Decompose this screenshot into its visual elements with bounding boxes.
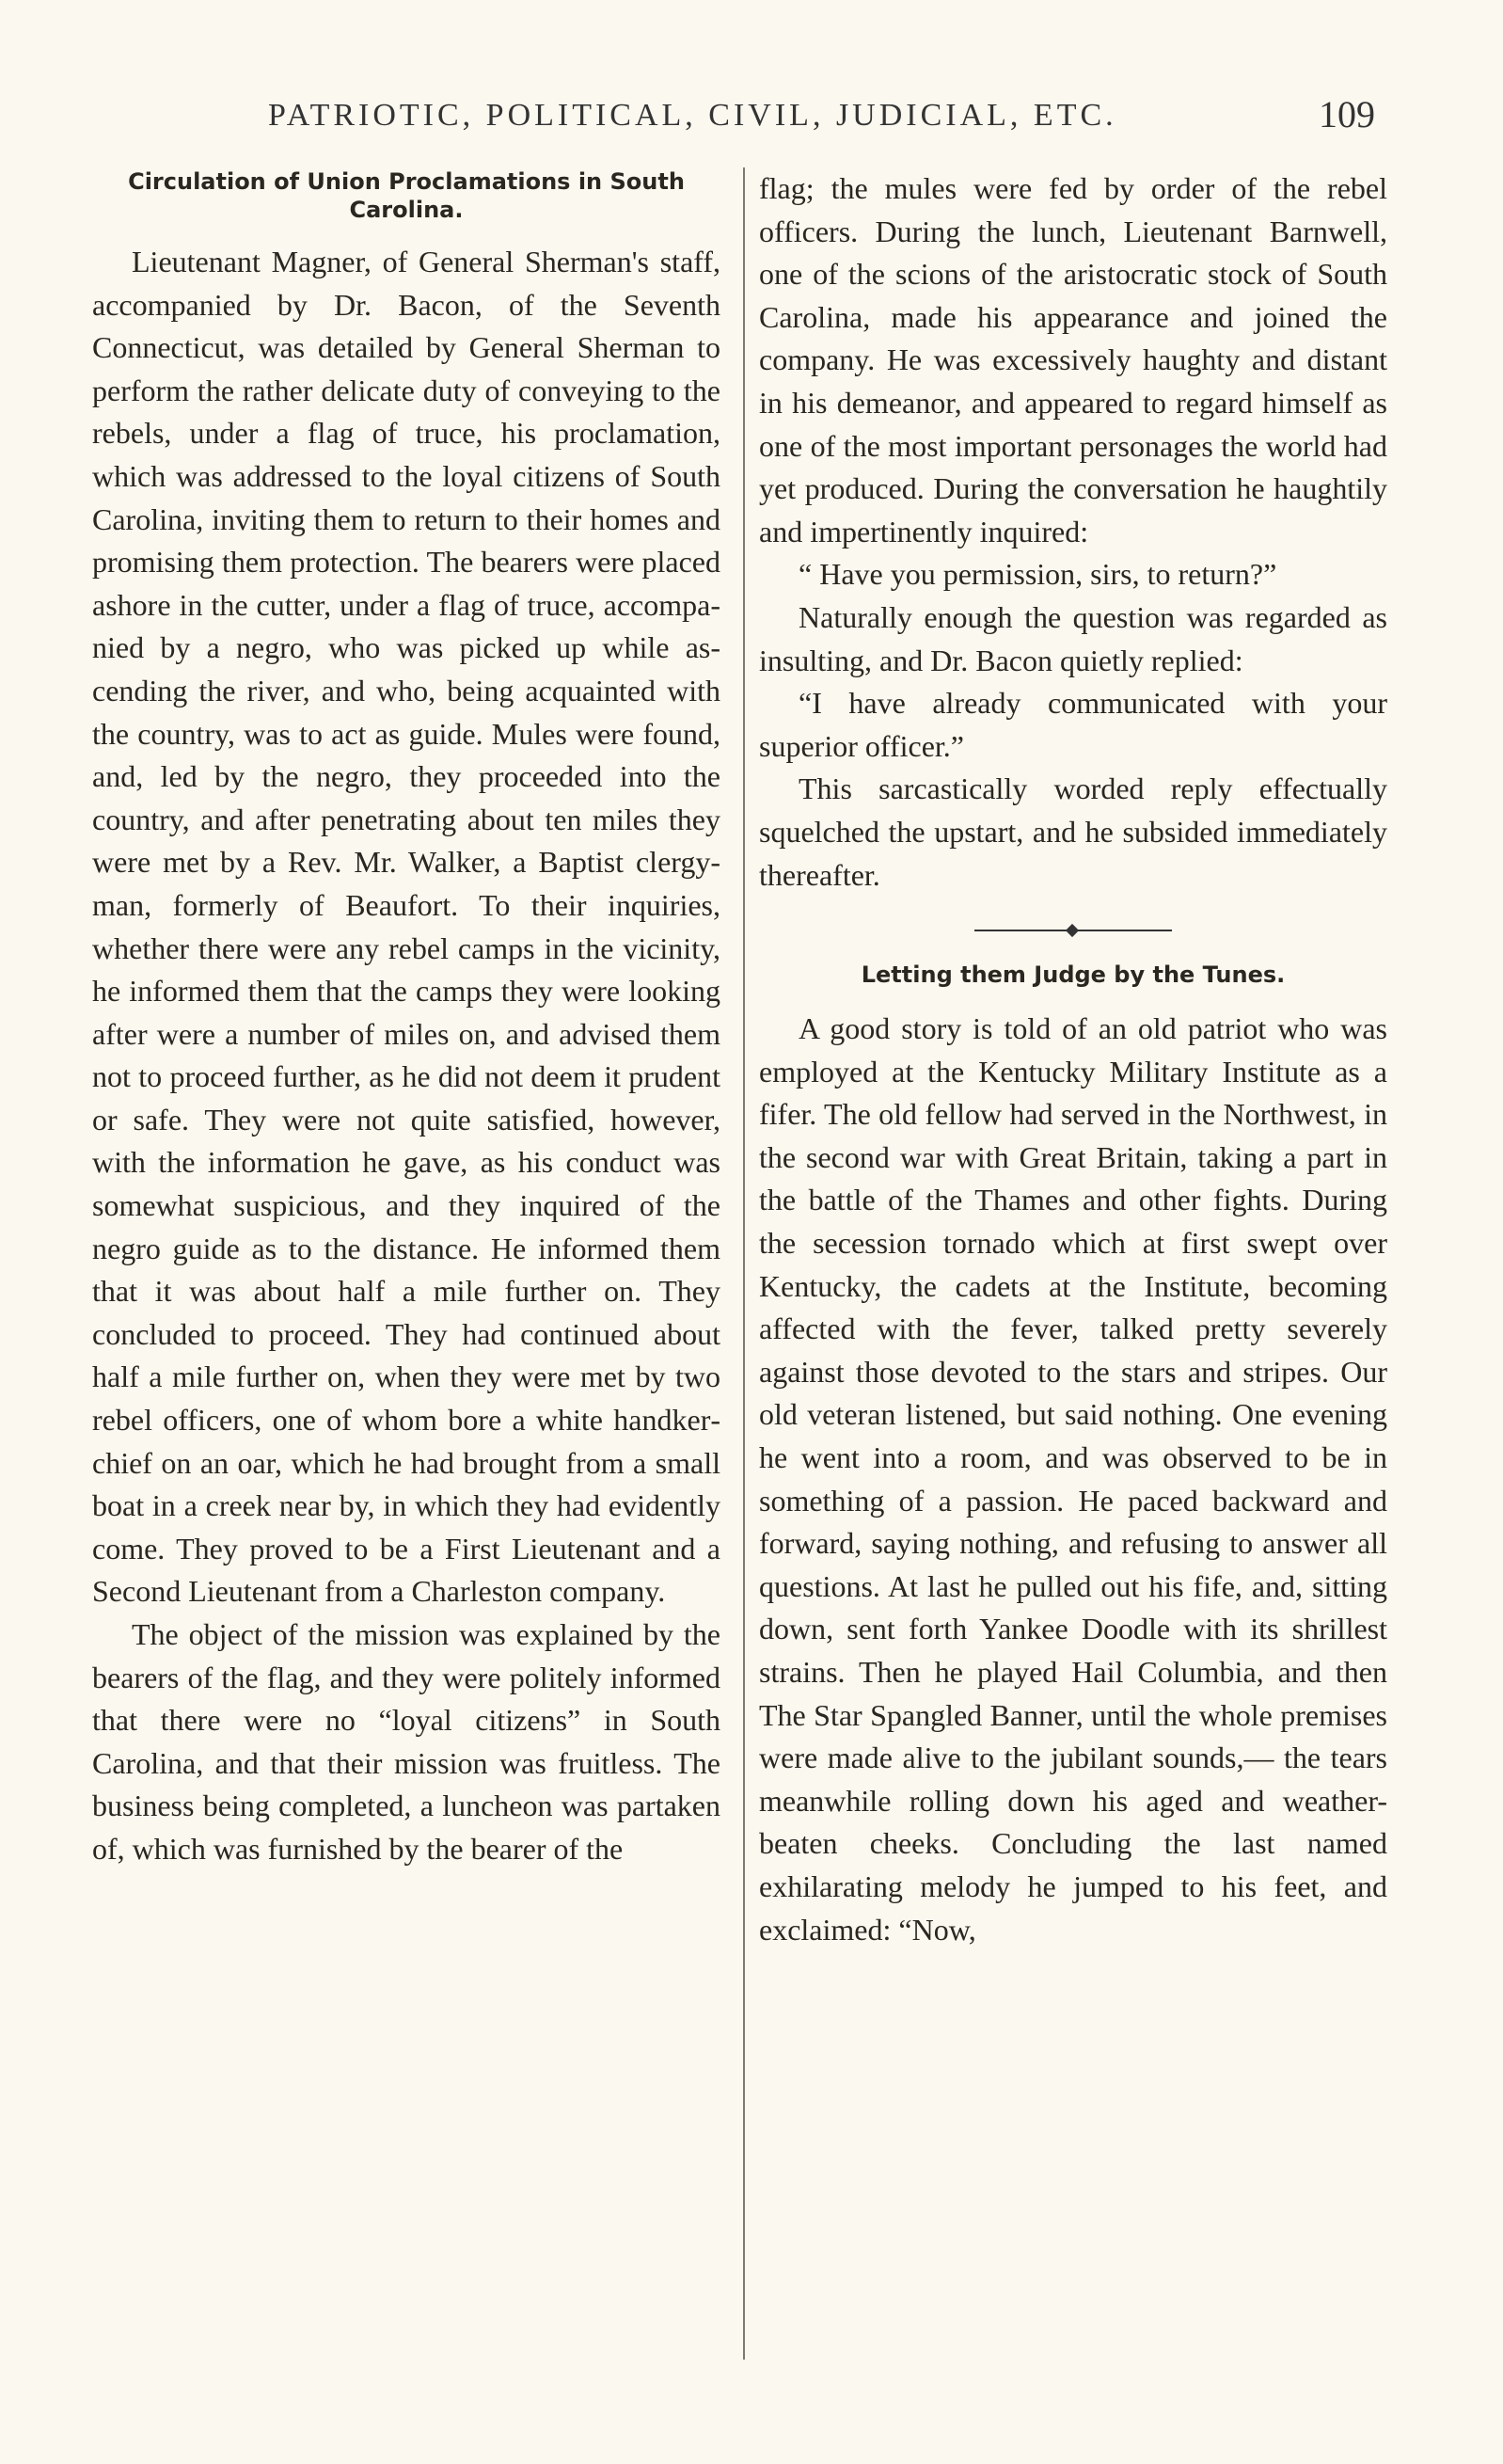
right-column (759, 167, 1387, 1951)
body-paragraph: Naturally enough the question was regarded as insulting, and Dr. Bacon quietly replied: (759, 599, 1387, 677)
section-heading-judge-by-tunes: Letting them Judge by the Tunes. (861, 962, 1286, 989)
ornamental-divider (974, 925, 1172, 936)
body-paragraph-continuation: flag; the mules were fed by order of the rebel officers. During the lunch, Lieutenant Barnwell, one of the scions of the aristocratic stock of South Carolina, made his appearance and joined the company. He was excessively haughty and distant in his demeanor, and appeared to regard himself as one of the most important personages the world had yet produced. During the conversation he haughtily and impertinently inquired: (759, 171, 1387, 548)
left-column (92, 167, 720, 1871)
quoted-line: “I have already communicated with your superior officer.” (759, 686, 1387, 763)
body-paragraph: The object of the mission was explained by the bearers of the flag, and they were politely informed that there were no “loyal citizens” in South Carolina, and that their mission was fruitless. The business being completed, a luncheon was partaken of, which was furnished by the bearer of the (92, 1617, 720, 1866)
quoted-line: “ Have you permission, sirs, to return?” (799, 557, 1277, 592)
column-rule (743, 167, 745, 2360)
page-number: 109 (1319, 93, 1375, 135)
running-head: PATRIOTIC, POLITICAL, CIVIL, JUDICIAL, ETC. (268, 98, 1117, 133)
body-paragraph: A good story is told of an old patriot who was employed at the Kentucky Military Institute as a fifer. The old fellow had served in the Northwest, in the second war with Great Britain, taking a part in the battle of the Thames and other fights. During the secession tornado which at first swept over Kentucky, the cadets at the Institute, becoming affected with the fever, talked pretty severely against those devoted to the stars and stripes. Our old veteran listened, but said nothing. One evening he went into a room, and was observed to be in something of a passion. He paced backward and forward, saying nothing, and refusing to answer all questions. At last he pulled out his fife, and, sitting down, sent forth Yankee Doodle with its shrillest strains. Then he played Hail Columbia, and then The Star Spangled Banner, until the whole premises were made alive to the jubilant sounds,— the tears meanwhile rolling down his aged and weather-beaten cheeks. Concluding the last named exhilarating melody he jumped to his feet, and exclaimed: “Now, (759, 1011, 1387, 1947)
section-heading-union-proclamations: Circulation of Union Proclamations in South Carolina. (128, 168, 685, 223)
body-paragraph: Lieutenant Magner, of General Sherman's staff, accompanied by Dr. Bacon, of the Seventh Connecticut, was detailed by General Sherman to perform the rather delicate duty of conveying to the rebels, under a flag of truce, his proclamation, which was addressed to the loyal citizens of South Carolina, inviting them to return to their homes and promising them protection. The bearers were placed ashore in the cutter, under a flag of truce, accompanied by a negro, who was picked up while ascending the river, and who, being acquainted with the country, was to act as guide. Mules were found, and, led by the negro, they proceeded into the country, and after penetrating about ten miles they were met by a Rev. Mr. Walker, a Baptist clergyman, formerly of Beaufort. To their inquiries, whether there were any rebel camps in the vicinity, he informed them that the camps they were looking after were a number of miles on, and advised them not to proceed further, as he did not deem it prudent or safe. They were not quite satisfied, however, with the information he gave, as his conduct was somewhat suspicious, and they inquired of the negro guide as to the distance. He informed them that it was about half a mile further on. They concluded to proceed. They had continued about half a mile further on, when they were met by two rebel officers, one of whom bore a white handkerchief on an oar, which he had brought from a small boat in a creek near by, in which they had evidently come. They proved to be a First Lieutenant and a Second Lieutenant from a Charleston company. (92, 245, 720, 1609)
body-paragraph: This sarcastically worded reply effectually squelched the upstart, and he subsided immediately thereafter. (759, 771, 1387, 892)
